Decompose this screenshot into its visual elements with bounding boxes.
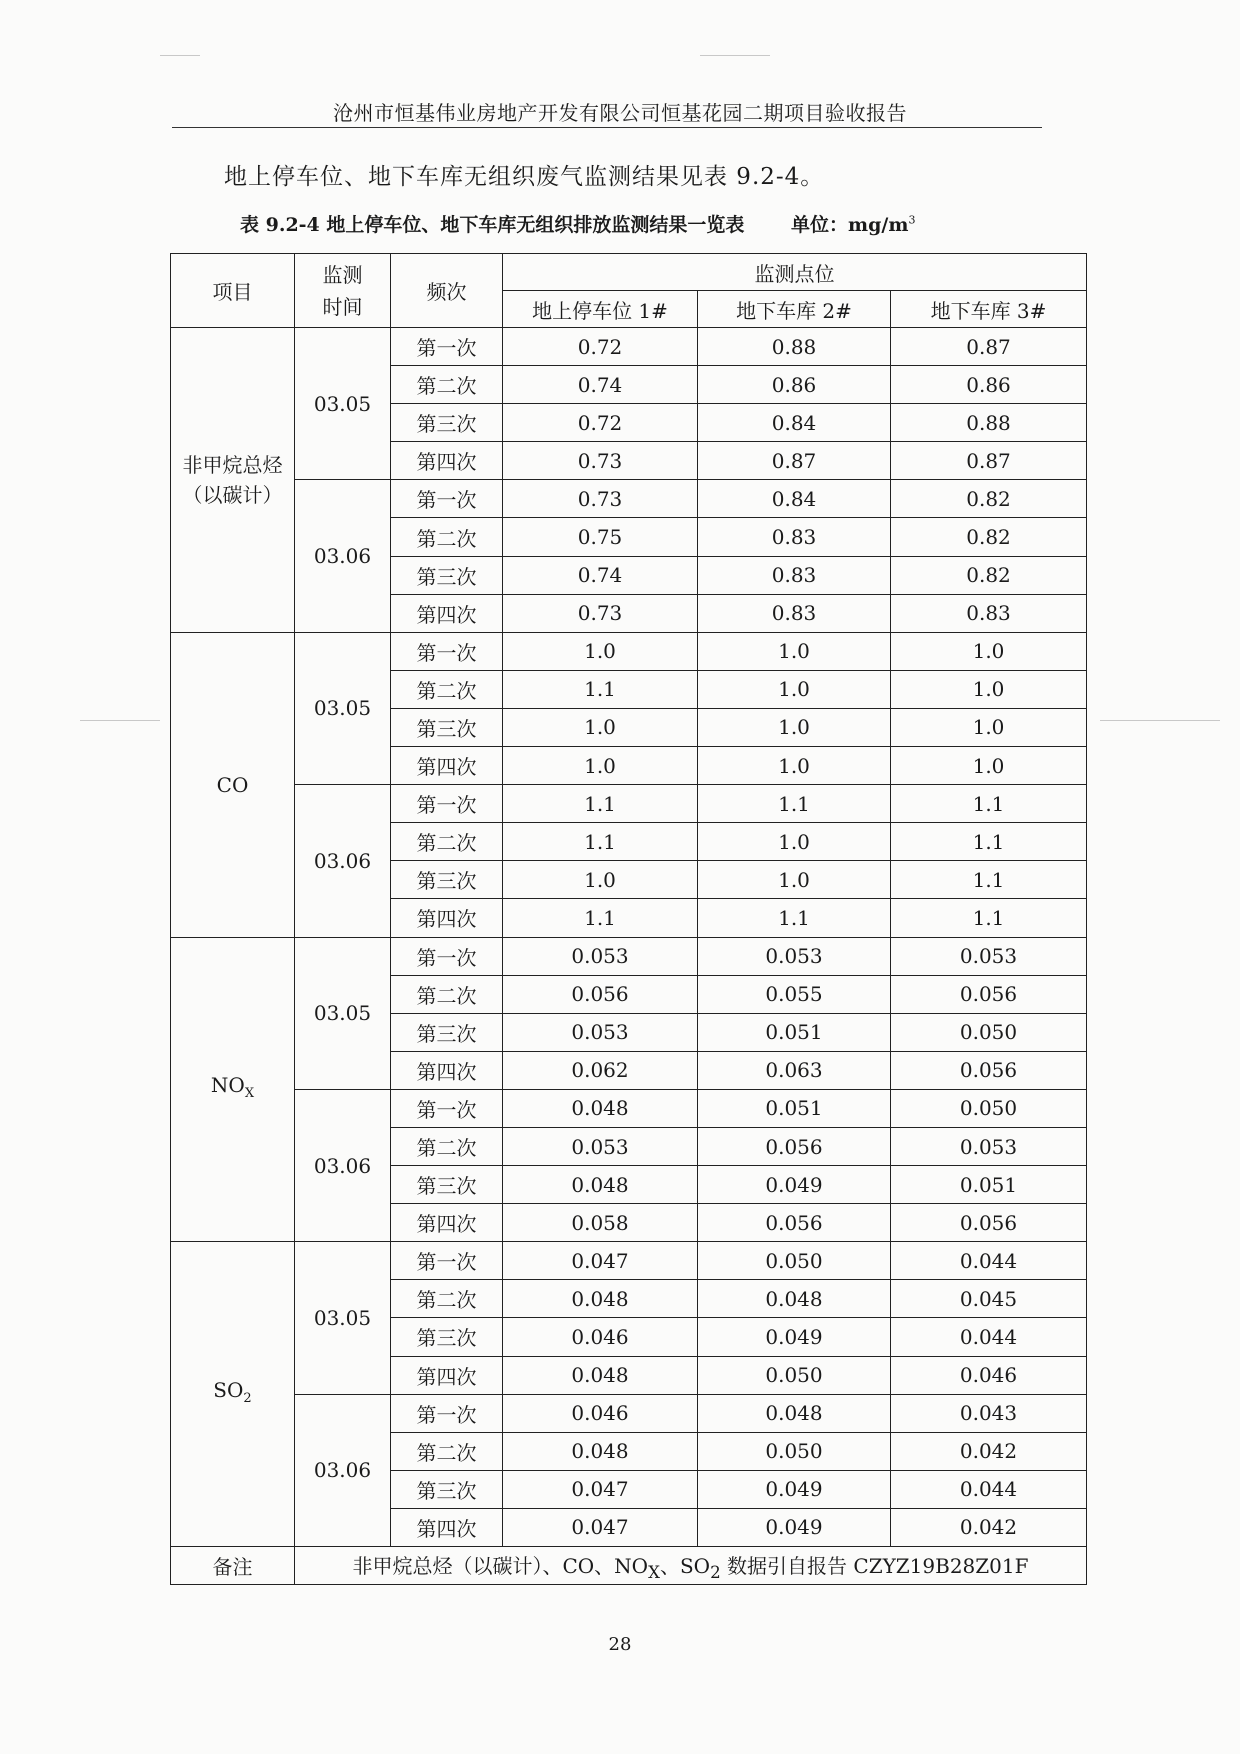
value-cell: 0.044: [891, 1470, 1087, 1508]
value-cell: 0.049: [698, 1470, 891, 1508]
value-cell: 0.82: [891, 518, 1087, 556]
value-cell: 0.84: [698, 480, 891, 518]
frequency-cell: 第一次: [391, 785, 503, 823]
value-cell: 0.051: [698, 1013, 891, 1051]
header-item: 项目: [171, 254, 295, 328]
value-cell: 0.053: [503, 1127, 698, 1165]
value-cell: 1.1: [698, 899, 891, 937]
value-cell: 0.75: [503, 518, 698, 556]
header-frequency: 频次: [391, 254, 503, 328]
value-cell: 0.050: [698, 1356, 891, 1394]
value-cell: 0.86: [698, 366, 891, 404]
header-point-3: 地下车库 3#: [891, 291, 1087, 328]
value-cell: 0.83: [698, 518, 891, 556]
value-cell: 0.72: [503, 328, 698, 366]
pollutant-cell: CO: [171, 632, 295, 937]
frequency-cell: 第二次: [391, 670, 503, 708]
value-cell: 0.053: [891, 937, 1087, 975]
value-cell: 0.73: [503, 442, 698, 480]
note-row: [171, 1547, 1087, 1585]
table-row: [171, 632, 1087, 670]
value-cell: 0.87: [698, 442, 891, 480]
header-time-line2: 时间: [322, 294, 363, 319]
value-cell: 1.1: [698, 785, 891, 823]
value-cell: 0.047: [503, 1508, 698, 1546]
date-cell: 03.06: [295, 1394, 391, 1546]
table-body: [171, 328, 1087, 1547]
frequency-cell: 第四次: [391, 1051, 503, 1089]
value-cell: 0.050: [891, 1089, 1087, 1127]
value-cell: 1.1: [503, 670, 698, 708]
value-cell: 0.88: [698, 328, 891, 366]
value-cell: 0.86: [891, 366, 1087, 404]
value-cell: 0.050: [698, 1242, 891, 1280]
value-cell: 0.73: [503, 594, 698, 632]
frequency-cell: 第二次: [391, 366, 503, 404]
table-row: [171, 785, 1087, 823]
date-cell: 03.05: [295, 1242, 391, 1394]
value-cell: 1.1: [503, 899, 698, 937]
value-cell: 0.048: [503, 1280, 698, 1318]
value-cell: 0.045: [891, 1280, 1087, 1318]
date-cell: 03.05: [295, 937, 391, 1089]
value-cell: 1.0: [698, 823, 891, 861]
value-cell: 1.0: [698, 632, 891, 670]
value-cell: 1.0: [503, 708, 698, 746]
value-cell: 1.0: [891, 632, 1087, 670]
value-cell: 0.88: [891, 404, 1087, 442]
value-cell: 1.0: [503, 747, 698, 785]
frequency-cell: 第一次: [391, 1089, 503, 1127]
value-cell: 0.046: [503, 1318, 698, 1356]
value-cell: 1.0: [891, 747, 1087, 785]
value-cell: 0.74: [503, 556, 698, 594]
value-cell: 0.051: [698, 1089, 891, 1127]
pollutant-cell: $SO_2$: [171, 1242, 295, 1547]
value-cell: 0.053: [503, 1013, 698, 1051]
frequency-cell: 第二次: [391, 975, 503, 1013]
frequency-cell: 第一次: [391, 1242, 503, 1280]
value-cell: 0.042: [891, 1508, 1087, 1546]
value-cell: 0.048: [503, 1166, 698, 1204]
frequency-cell: 第四次: [391, 442, 503, 480]
value-cell: 0.74: [503, 366, 698, 404]
frequency-cell: 第四次: [391, 1508, 503, 1546]
pollutant-cell: 非甲烷总烃 （以碳计）: [171, 328, 295, 633]
frequency-cell: 第三次: [391, 1470, 503, 1508]
value-cell: 0.046: [503, 1394, 698, 1432]
table-caption-title: 表 9.2-4 地上停车位、地下车库无组织排放监测结果一览表: [240, 214, 745, 236]
scan-artifact: [700, 55, 770, 56]
header-point-2: 地下车库 2#: [698, 291, 891, 328]
value-cell: 0.051: [891, 1166, 1087, 1204]
frequency-cell: 第一次: [391, 632, 503, 670]
date-cell: 03.06: [295, 785, 391, 937]
unit-label: 单位：mg/m: [791, 214, 909, 236]
value-cell: 1.1: [891, 823, 1087, 861]
date-cell: 03.05: [295, 632, 391, 784]
table-caption-unit: [791, 214, 915, 236]
value-cell: 1.0: [698, 861, 891, 899]
table-header-row: [171, 254, 1087, 291]
value-cell: 0.83: [891, 594, 1087, 632]
value-cell: 0.83: [698, 594, 891, 632]
table-row: [171, 937, 1087, 975]
scan-artifact: [160, 55, 200, 56]
value-cell: 0.042: [891, 1432, 1087, 1470]
value-cell: 0.82: [891, 480, 1087, 518]
table-row: [171, 328, 1087, 366]
intro-paragraph: 地上停车位、地下车库无组织废气监测结果见表 9.2-4。: [224, 164, 825, 190]
value-cell: 0.044: [891, 1318, 1087, 1356]
value-cell: 0.056: [698, 1204, 891, 1242]
table-row: [171, 1089, 1087, 1127]
value-cell: 0.048: [503, 1089, 698, 1127]
value-cell: 0.056: [891, 1051, 1087, 1089]
value-cell: 0.062: [503, 1051, 698, 1089]
value-cell: 1.1: [503, 785, 698, 823]
value-cell: 1.0: [891, 708, 1087, 746]
value-cell: 0.87: [891, 442, 1087, 480]
frequency-cell: 第二次: [391, 518, 503, 556]
header-time: [295, 254, 391, 328]
scan-artifact: [80, 720, 160, 721]
frequency-cell: 第三次: [391, 708, 503, 746]
value-cell: 0.84: [698, 404, 891, 442]
value-cell: 1.0: [698, 670, 891, 708]
value-cell: 1.1: [503, 823, 698, 861]
running-header: 沧州市恒基伟业房地产开发有限公司恒基花园二期项目验收报告: [333, 101, 907, 125]
header-time-line1: 监测: [322, 262, 363, 287]
value-cell: 0.82: [891, 556, 1087, 594]
value-cell: 0.044: [891, 1242, 1087, 1280]
table-row: [171, 1242, 1087, 1280]
value-cell: 1.1: [891, 861, 1087, 899]
value-cell: 0.049: [698, 1318, 891, 1356]
table-caption: [240, 210, 915, 237]
scan-artifact: [1100, 720, 1220, 721]
frequency-cell: 第四次: [391, 1204, 503, 1242]
date-cell: 03.06: [295, 1089, 391, 1241]
value-cell: 0.053: [503, 937, 698, 975]
value-cell: 0.056: [891, 1204, 1087, 1242]
pollutant-cell: $NO_X$: [171, 937, 295, 1242]
frequency-cell: 第一次: [391, 480, 503, 518]
frequency-cell: 第一次: [391, 328, 503, 366]
unit-exponent: 3: [908, 213, 916, 227]
value-cell: 0.048: [698, 1394, 891, 1432]
note-text-prefix: 非甲烷总烃（以碳计）、CO、$NO_X$、$SO_2$ 数据引自报告 CZYZ19B28Z01F: [352, 1553, 1029, 1582]
value-cell: 0.048: [503, 1432, 698, 1470]
value-cell: 0.73: [503, 480, 698, 518]
value-cell: 0.047: [503, 1242, 698, 1280]
frequency-cell: 第二次: [391, 1432, 503, 1470]
frequency-cell: 第四次: [391, 899, 503, 937]
value-cell: 0.87: [891, 328, 1087, 366]
frequency-cell: 第二次: [391, 823, 503, 861]
frequency-cell: 第二次: [391, 1280, 503, 1318]
table-row: [171, 480, 1087, 518]
value-cell: 0.050: [698, 1432, 891, 1470]
value-cell: 0.043: [891, 1394, 1087, 1432]
frequency-cell: 第四次: [391, 747, 503, 785]
value-cell: 1.0: [698, 708, 891, 746]
value-cell: 0.046: [891, 1356, 1087, 1394]
value-cell: 0.056: [891, 975, 1087, 1013]
monitoring-results-table: [170, 253, 1087, 1585]
value-cell: 1.1: [891, 785, 1087, 823]
value-cell: 0.053: [891, 1127, 1087, 1165]
value-cell: 0.72: [503, 404, 698, 442]
header-rule: [172, 127, 1042, 128]
frequency-cell: 第一次: [391, 937, 503, 975]
date-cell: 03.06: [295, 480, 391, 632]
value-cell: 0.050: [891, 1013, 1087, 1051]
value-cell: 0.049: [698, 1508, 891, 1546]
value-cell: 0.063: [698, 1051, 891, 1089]
value-cell: 1.0: [503, 861, 698, 899]
frequency-cell: 第三次: [391, 556, 503, 594]
frequency-cell: 第一次: [391, 1394, 503, 1432]
header-point-1: 地上停车位 1#: [503, 291, 698, 328]
value-cell: 0.047: [503, 1470, 698, 1508]
value-cell: 0.058: [503, 1204, 698, 1242]
value-cell: 0.83: [698, 556, 891, 594]
value-cell: 1.1: [891, 899, 1087, 937]
value-cell: 0.048: [698, 1280, 891, 1318]
table-row: [171, 1394, 1087, 1432]
note-text: [295, 1547, 1087, 1585]
value-cell: 0.055: [698, 975, 891, 1013]
frequency-cell: 第三次: [391, 861, 503, 899]
value-cell: 0.048: [503, 1356, 698, 1394]
frequency-cell: 第三次: [391, 1318, 503, 1356]
page-number: 28: [608, 1634, 632, 1655]
value-cell: 1.0: [503, 632, 698, 670]
frequency-cell: 第四次: [391, 1356, 503, 1394]
date-cell: 03.05: [295, 328, 391, 480]
frequency-cell: 第二次: [391, 1127, 503, 1165]
frequency-cell: 第三次: [391, 1166, 503, 1204]
frequency-cell: 第三次: [391, 404, 503, 442]
value-cell: 1.0: [891, 670, 1087, 708]
value-cell: 0.049: [698, 1166, 891, 1204]
header-points: 监测点位: [503, 254, 1087, 291]
note-label: 备注: [171, 1547, 295, 1585]
value-cell: 0.053: [698, 937, 891, 975]
value-cell: 0.056: [698, 1127, 891, 1165]
value-cell: 1.0: [698, 747, 891, 785]
frequency-cell: 第三次: [391, 1013, 503, 1051]
frequency-cell: 第四次: [391, 594, 503, 632]
value-cell: 0.056: [503, 975, 698, 1013]
